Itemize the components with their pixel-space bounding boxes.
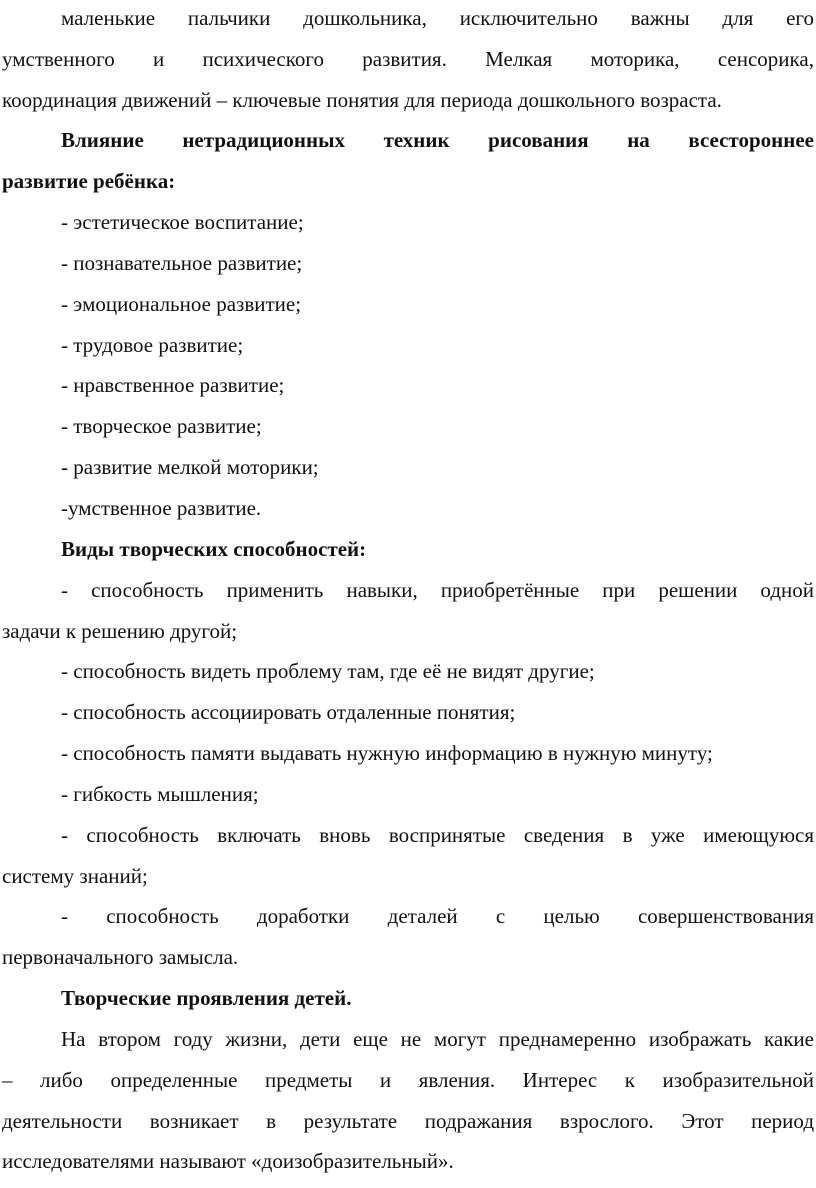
list-item: - нравственное развитие;: [61, 373, 285, 397]
text-line: первоначального замысла.: [2, 945, 239, 969]
text-line: – либо определенные предметы и явления. Интерес к изобразительной: [2, 1068, 814, 1092]
section-heading: развитие ребёнка:: [2, 169, 176, 193]
section-heading: Влияние нетрадиционных техник рисования на всестороннее: [61, 128, 814, 152]
text-line: маленькие пальчики дошкольника, исключительно важны для его: [61, 6, 814, 30]
text-line: координация движений – ключевые понятия для периода дошкольного возраста.: [2, 88, 722, 112]
section-heading: Виды творческих способностей:: [61, 537, 367, 561]
list-item: - способность включать вновь воспринятые сведения в уже имеющуюся: [61, 823, 814, 847]
list-item: -умственное развитие.: [61, 496, 262, 520]
list-item: - способность памяти выдавать нужную информацию в нужную минуту;: [61, 741, 713, 765]
list-item: - способность ассоциировать отдаленные понятия;: [61, 700, 516, 724]
list-item: - гибкость мышления;: [61, 782, 259, 806]
text-line: умственного и психического развития. Мелкая моторика, сенсорика,: [2, 47, 814, 71]
text-line: исследователями называют «доизобразительный».: [2, 1149, 454, 1173]
text-line: систему знаний;: [2, 864, 148, 888]
list-item: - развитие мелкой моторики;: [61, 455, 319, 479]
list-item: - способность доработки деталей с целью совершенствования: [61, 904, 814, 928]
list-item: - способность видеть проблему там, где её не видят другие;: [61, 659, 595, 683]
list-item: - способность применить навыки, приобретённые при решении одной: [61, 578, 814, 602]
list-item: - познавательное развитие;: [61, 251, 303, 275]
text-line: На втором году жизни, дети еще не могут преднамеренно изображать какие: [61, 1027, 814, 1051]
text-line: задачи к решению другой;: [2, 619, 238, 643]
list-item: - творческое развитие;: [61, 414, 262, 438]
list-item: - эстетическое воспитание;: [61, 210, 304, 234]
list-item: - эмоциональное развитие;: [61, 292, 302, 316]
text-line: деятельности возникает в результате подражания взрослого. Этот период: [2, 1109, 814, 1133]
section-heading: Творческие проявления детей.: [61, 986, 352, 1010]
list-item: - трудовое развитие;: [61, 333, 244, 357]
